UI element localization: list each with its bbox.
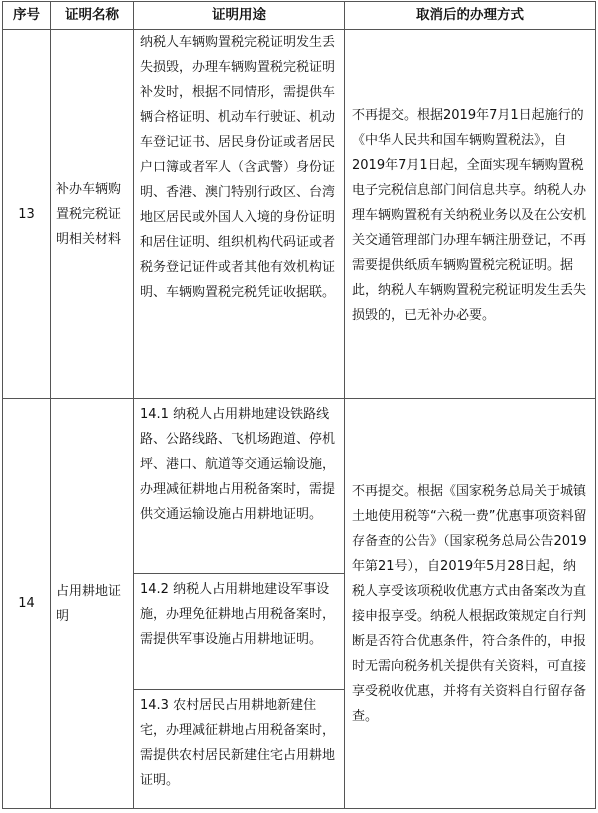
- certificate-use-item: 14.2 纳税人占用耕地建设军事设施，办理免征耕地占用税备案时，需提供军事设施占用耕地证明。: [134, 574, 344, 690]
- certificate-use-item: 14.1 纳税人占用耕地建设铁路线路、公路线路、飞机场跑道、停机坪、港口、航道等交通运输设施，办理减征耕地占用税备案时，需提供交通运输设施占用耕地证明。: [134, 399, 344, 574]
- header-way: 取消后的办理方式: [345, 2, 596, 30]
- header-row: [3, 2, 596, 30]
- header-name: 证明名称: [51, 2, 134, 30]
- certificate-use-item: 14.3 农村居民占用耕地新建住宅，办理减征耕地占用税备案时，需提供农村居民新建住宅占用耕地证明。: [140, 698, 336, 788]
- header-no: 序号: [3, 2, 51, 30]
- handling-method: 不再提交。根据《国家税务总局关于城镇土地使用税等“六税一费”优惠事项资料留存备查的公告》（国家税务总局公告2019年第21号），自2019年5月28日起，纳税人享受该项税收优惠方式由备案改为直接申报享受。纳税人根据政策规定自行判断是否符合优惠条件，符合条件的，申报时无需向税务机关提供有关资料，可直接享受税收优惠，并将有关资料自行留存备查。: [345, 399, 596, 809]
- handling-method: 不再提交。根据2019年7月1日起施行的《中华人民共和国车辆购置税法》，自2019年7月1日起，全面实现车辆购置税电子完税信息部门间信息共享。纳税人办理车辆购置税有关纳税业务以及在公安机关交通管理部门办理车辆注册登记，不再需要提供纸质车辆购置税完税证明。据此，纳税人车辆购置税完税证明发生丢失损毁的，已无补办必要。: [345, 30, 596, 399]
- certificate-name: 占用耕地证明: [51, 399, 134, 809]
- certificate-use-group: [134, 399, 345, 809]
- table-row: [3, 399, 596, 809]
- certificate-use: 纳税人车辆购置税完税证明发生丢失损毁，办理车辆购置税完税证明补发时，根据不同情形，需提供车辆合格证明、机动车行驶证、机动车登记证书、居民身份证或者居民户口簿或者军人（含武警）身份证明、香港、澳门特别行政区、台湾地区居民或外国人入境的身份证明和居住证明、组织机构代码证或者税务登记证件或者其他有效机构证明、车辆购置税完税凭证收据联。: [134, 30, 345, 399]
- certificate-name: 补办车辆购置税完税证明相关材料: [51, 30, 134, 399]
- row-number: 13: [3, 30, 51, 399]
- certificate-table: [2, 1, 596, 809]
- table-row: [3, 30, 596, 399]
- header-use: 证明用途: [134, 2, 345, 30]
- row-number: 14: [3, 399, 51, 809]
